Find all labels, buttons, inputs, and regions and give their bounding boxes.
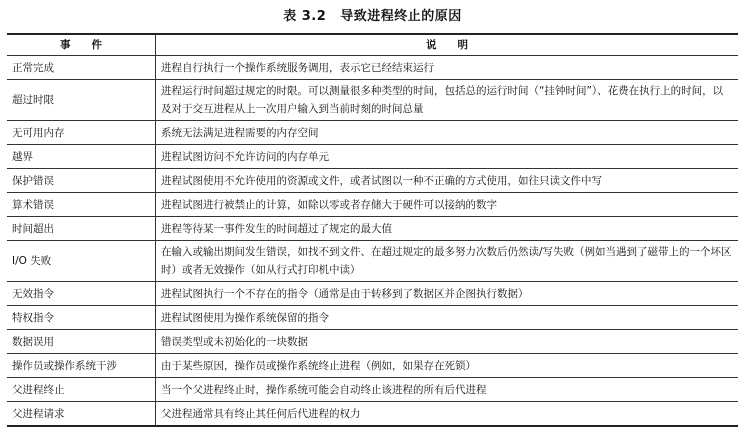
event-cell: 正常完成: [7, 56, 156, 80]
table-header-row: [7, 34, 738, 56]
table-row: [7, 56, 738, 80]
event-cell: 无效指令: [7, 282, 156, 306]
table-row: [7, 80, 738, 121]
description-column-header: 说 明: [156, 34, 739, 56]
description-cell: 进程试图使用不允许使用的资源或文件，或者试图以一种不正确的方式使用，如往只读文件中写: [156, 169, 739, 193]
description-cell: 进程等待某一事件发生的时间超过了规定的最大值: [156, 217, 739, 241]
event-cell: 特权指令: [7, 306, 156, 330]
description-cell: 进程试图访问不允许访问的内存单元: [156, 145, 739, 169]
event-cell: 算术错误: [7, 193, 156, 217]
description-cell: 错误类型或未初始化的一块数据: [156, 330, 739, 354]
description-cell: 在输入或输出期间发生错误，如找不到文件、在超过规定的最多努力次数后仍然读/写失败（例如当遇到了磁带上的一个坏区时）或者无效操作（如从行式打印机中读）: [156, 241, 739, 282]
description-cell: 进程运行时间超过规定的时限。可以测量很多种类型的时间，包括总的运行时间（“挂钟时间”）、花费在执行上的时间，以及对于交互进程从上一次用户输入到当前时刻的时间总量: [156, 80, 739, 121]
table-caption: [0, 5, 745, 24]
event-cell: 超过时限: [7, 80, 156, 121]
description-cell: 进程自行执行一个操作系统服务调用，表示它已经结束运行: [156, 56, 739, 80]
table-row: [7, 354, 738, 378]
description-cell: 由于某些原因，操作员或操作系统终止进程（例如，如果存在死锁）: [156, 354, 739, 378]
table-row: [7, 306, 738, 330]
description-cell: 系统无法满足进程需要的内存空间: [156, 121, 739, 145]
event-column-header: 事 件: [7, 34, 156, 56]
description-cell: 当一个父进程终止时，操作系统可能会自动终止该进程的所有后代进程: [156, 378, 739, 402]
event-cell: I/O 失败: [7, 241, 156, 282]
description-cell: 进程试图执行一个不存在的指令（通常是由于转移到了数据区并企图执行数据）: [156, 282, 739, 306]
description-cell: 进程试图进行被禁止的计算，如除以零或者存储大于硬件可以接纳的数字: [156, 193, 739, 217]
table-row: [7, 282, 738, 306]
table-row: [7, 241, 738, 282]
table-row: [7, 121, 738, 145]
event-cell: 无可用内存: [7, 121, 156, 145]
table-number: 表 3.2: [283, 9, 327, 24]
description-cell: 进程试图使用为操作系统保留的指令: [156, 306, 739, 330]
termination-reasons-table: [7, 33, 738, 427]
event-cell: 数据误用: [7, 330, 156, 354]
event-cell: 操作员或操作系统干涉: [7, 354, 156, 378]
event-cell: 父进程请求: [7, 402, 156, 427]
table-row: [7, 330, 738, 354]
table-row: [7, 169, 738, 193]
table-row: [7, 217, 738, 241]
table-title: 导致进程终止的原因: [340, 9, 462, 24]
event-cell: 父进程终止: [7, 378, 156, 402]
table-row: [7, 402, 738, 427]
event-cell: 保护错误: [7, 169, 156, 193]
description-cell: 父进程通常具有终止其任何后代进程的权力: [156, 402, 739, 427]
event-cell: 越界: [7, 145, 156, 169]
table-row: [7, 145, 738, 169]
table-row: [7, 193, 738, 217]
event-cell: 时间超出: [7, 217, 156, 241]
table-row: [7, 378, 738, 402]
